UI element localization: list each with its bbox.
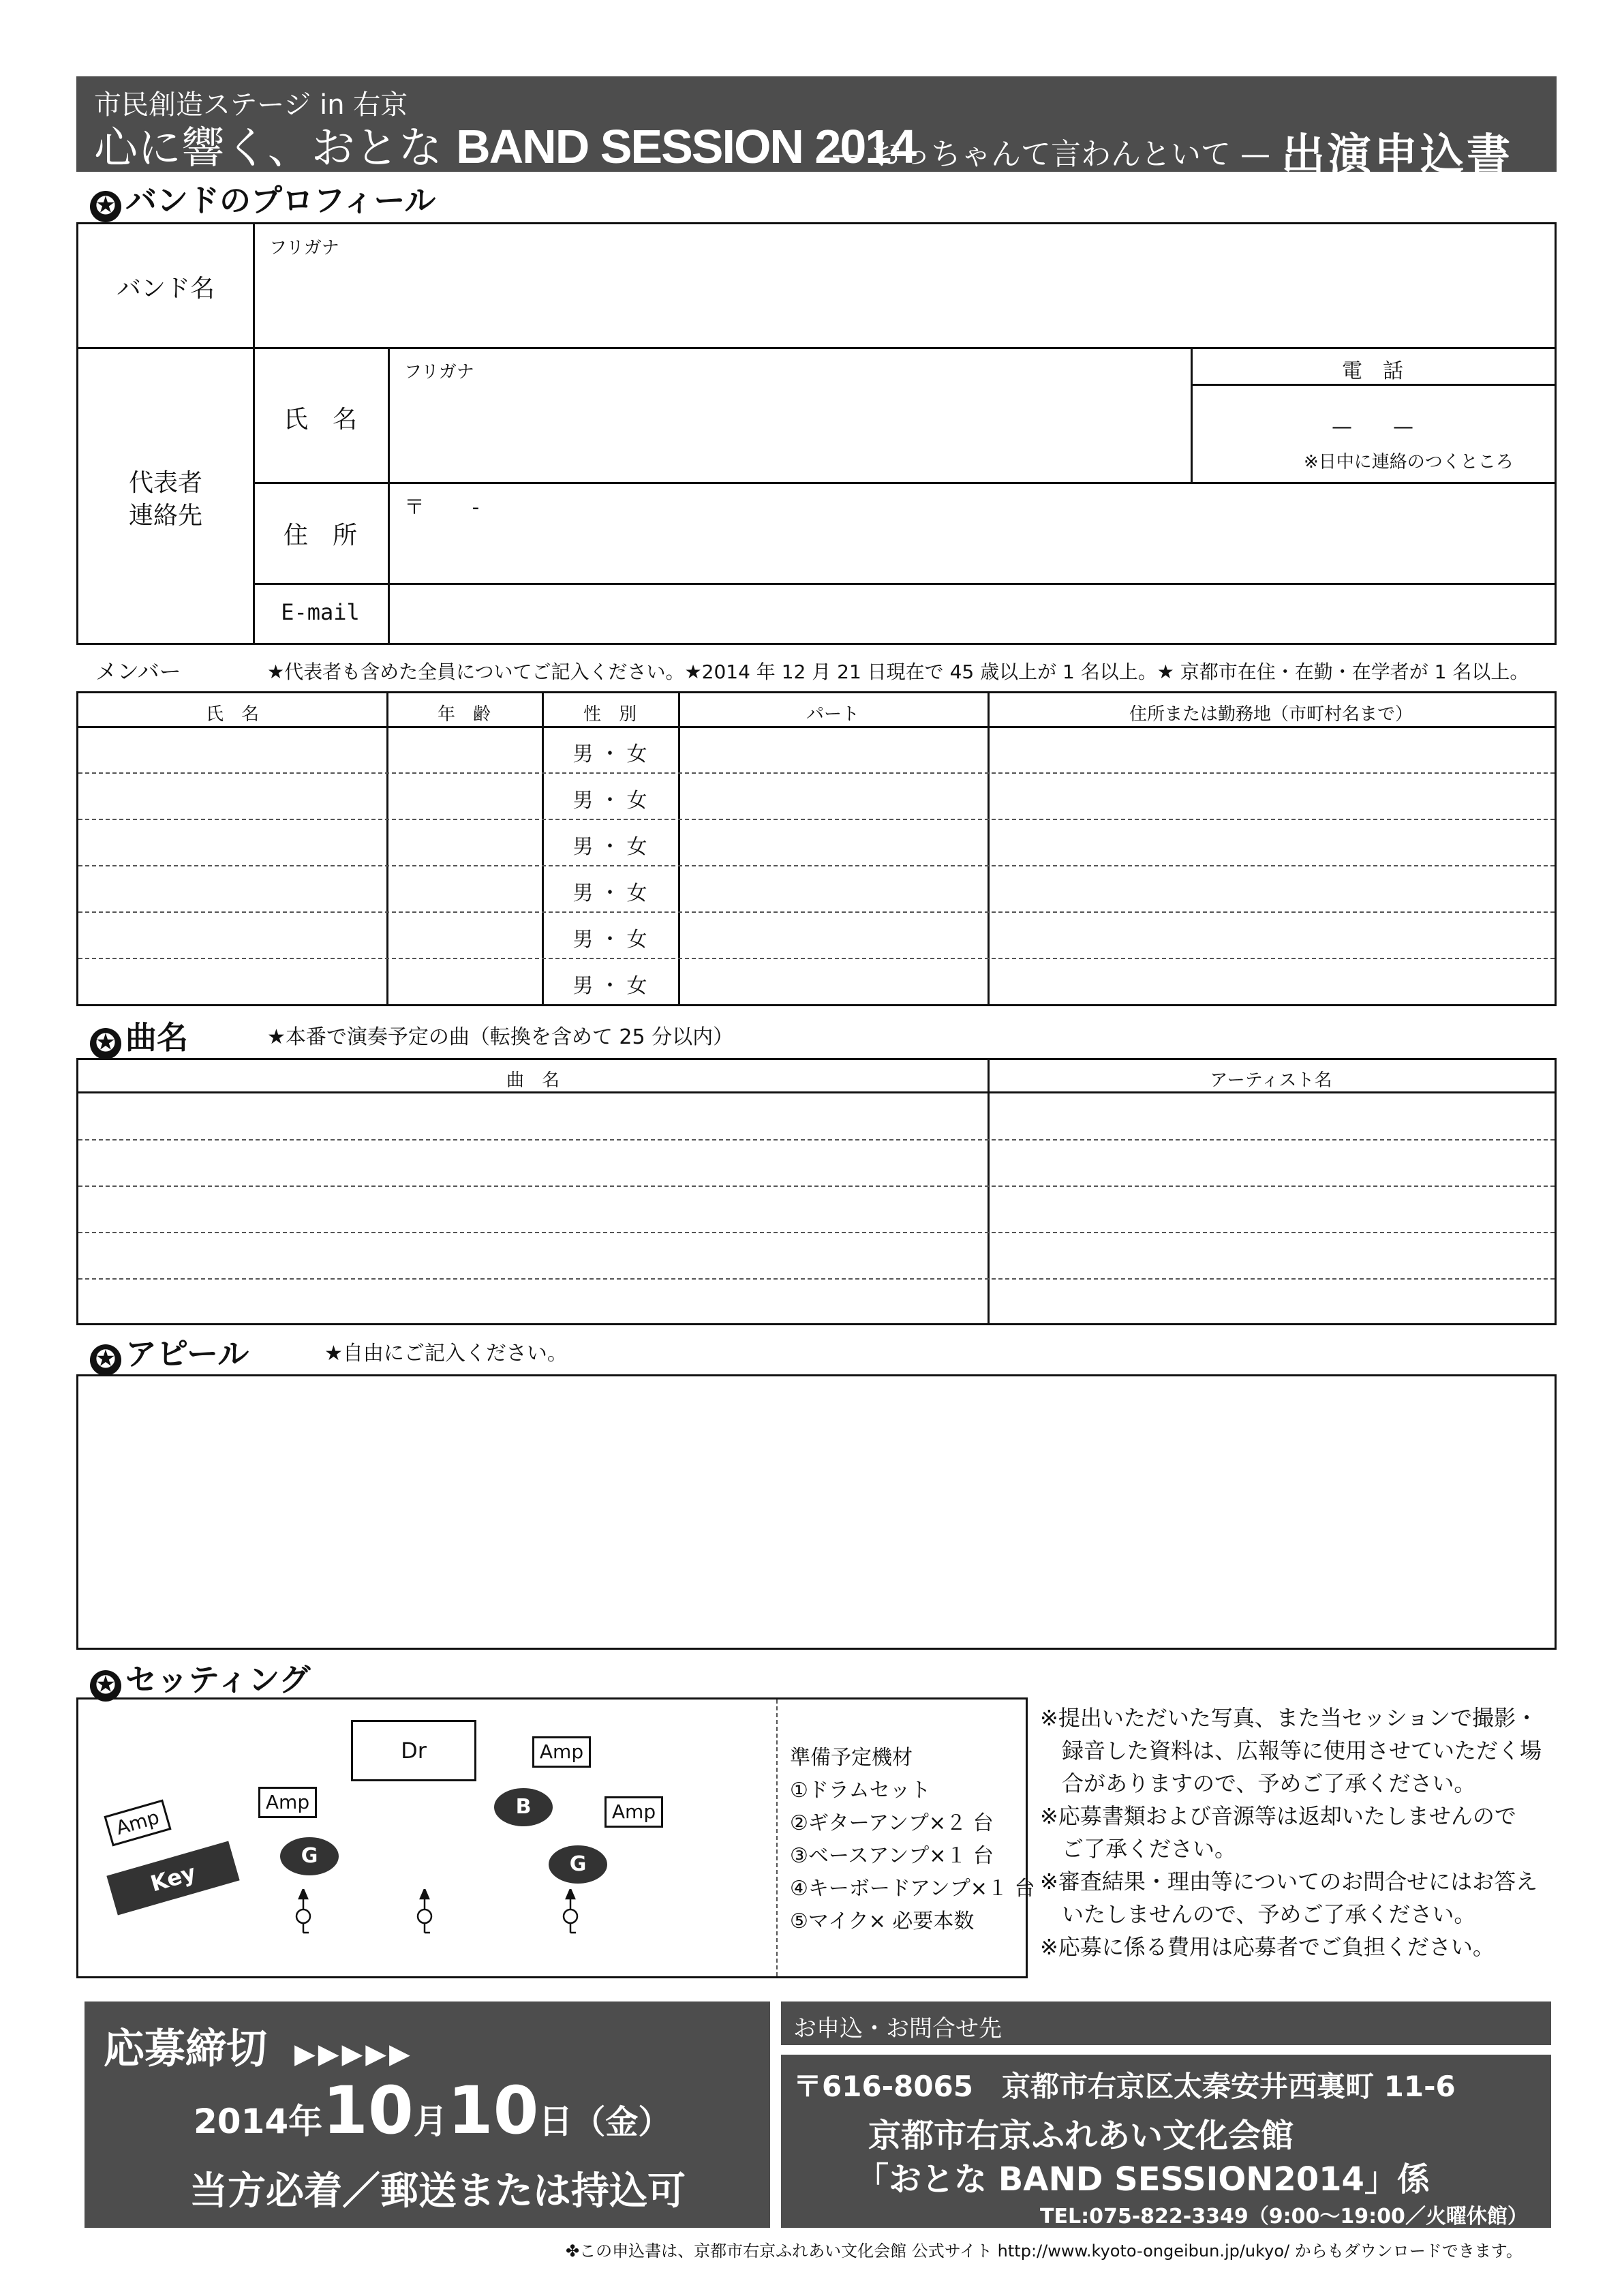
appeal-section-title: ✪ アピール	[90, 1329, 249, 1376]
email-field[interactable]	[392, 587, 1550, 641]
phone-label: 電 話	[1342, 359, 1403, 383]
rep-contact-label: 代表者 連絡先	[128, 469, 202, 530]
col-artist: アーティスト名	[1210, 1070, 1332, 1091]
setting-box	[76, 1697, 1035, 1978]
event-subtitle: 市民創造ステージ in 右京	[94, 89, 408, 121]
name-label: 氏 名	[283, 406, 357, 434]
equipment-list: 準備予定機材 ①ドラムセット ②ギターアンプ×２ 台 ③ベースアンプ×１ 台 ④キーボードアンプ×１ 台 ⑤マイク× 必要本数	[790, 1746, 1035, 1933]
appeal-field[interactable]	[76, 1374, 1557, 1650]
col-address: 住所または勤務地（市町村名まで）	[1129, 704, 1413, 725]
remarks-list: ※提出いただいた写真、また当セッションで撮影・ 録音した資料は、広報等に使用させていただく場 合がありますので、予めご了承ください。 ※応募書類および音源等は返却いたしませんので ご了承ください。 ※審査結果・理由等についてのお問合せにはお答え いたしませんので、予めご了承ください。 ※応募に係る費用は応募者でご負担ください。	[1040, 1705, 1542, 1960]
rep-furigana-label: フリガナ	[404, 362, 474, 382]
gender-option[interactable]: 男 ・ 女	[572, 974, 647, 998]
mic-icons	[283, 1889, 664, 1944]
phone-dashes: — —	[1332, 415, 1413, 439]
star-icon: ✪	[90, 191, 121, 222]
amp-box-key: Amp	[104, 1799, 171, 1846]
setting-section-title: ✪ セッティング	[90, 1655, 310, 1702]
col-name: 氏 名	[205, 704, 259, 725]
guitar-position-right: G	[549, 1845, 607, 1884]
band-furigana-label: フリガナ	[269, 238, 339, 258]
gender-option[interactable]: 男 ・ 女	[572, 835, 647, 859]
title-prefix: 心に響く、おとな	[94, 123, 442, 174]
contact-tel: TEL:075-822-3349（9:00〜19:00／火曜休館）	[1040, 2205, 1528, 2229]
col-gender: 性 別	[583, 704, 637, 725]
members-note: ★代表者も含めた全員についてご記入ください。★2014 年 12 月 21 日現在で 45 歳以上が 1 名以上。★ 京都市在住・在勤・在学者が 1 名以上。	[267, 661, 1529, 683]
amp-box-top: Amp	[532, 1736, 591, 1768]
deadline-condition: 当方必着／郵送または持込可	[189, 2169, 686, 2214]
keyboard-block: Key	[106, 1841, 239, 1916]
header-banner	[76, 76, 1557, 181]
songs-note: ★本番で演奏予定の曲（転換を含めて 25 分以内）	[267, 1025, 734, 1049]
mic-icon	[296, 1889, 310, 1933]
gender-option[interactable]: 男 ・ 女	[572, 928, 647, 952]
col-song: 曲 名	[506, 1070, 560, 1091]
col-age: 年 齢	[437, 704, 491, 725]
deadline-box	[85, 2002, 770, 2228]
band-name-label: バンド名	[116, 275, 215, 303]
footer-note: ✤この申込書は、京都市右京ふれあい文化会館 公式サイト http://www.kyoto-ongeibun.jp/ukyo/ からもダウンロードできます。	[566, 2241, 1522, 2261]
star-icon: ✪	[90, 1670, 121, 1702]
gender-option[interactable]: 男 ・ 女	[572, 742, 647, 766]
address-label: 住 所	[283, 522, 357, 549]
guitar-position-left: G	[280, 1837, 339, 1875]
deadline-title: 応募締切 ▶▶▶▶▶	[104, 2025, 413, 2073]
event-title	[94, 113, 915, 176]
address-field[interactable]	[392, 486, 1550, 579]
event-tagline: — おっちゃんて言わんといて —	[831, 137, 1270, 172]
star-icon: ✪	[90, 1028, 121, 1059]
contact-venue: 京都市右京ふれあい文化会館	[868, 2117, 1294, 2155]
postal-code-mark: 〒 -	[404, 496, 480, 519]
gender-option[interactable]: 男 ・ 女	[572, 789, 647, 813]
songs-section-title: ✪ 曲名	[90, 1013, 188, 1059]
star-icon: ✪	[90, 1344, 121, 1376]
title-band: BAND SESSION 2014	[456, 120, 916, 173]
amp-box-right: Amp	[605, 1796, 663, 1828]
drums-box: Dr	[351, 1720, 476, 1781]
songs-table	[76, 1058, 1557, 1325]
phone-field[interactable]	[1195, 388, 1553, 442]
profile-table	[76, 222, 1557, 645]
mic-icon	[564, 1889, 577, 1933]
email-label: E-mail	[281, 599, 360, 625]
rep-name-field[interactable]	[392, 381, 1187, 478]
gender-option[interactable]: 男 ・ 女	[572, 881, 647, 905]
contact-box	[781, 2055, 1551, 2228]
members-table	[76, 691, 1557, 1006]
arrow-icons: ▶▶▶▶▶	[294, 2038, 413, 2070]
phone-note: ※日中に連絡のつくところ	[1304, 452, 1514, 472]
band-name-field[interactable]	[257, 258, 1549, 343]
contact-head: お申込・お問合せ先	[781, 2002, 1551, 2045]
members-label: メンバー	[95, 659, 181, 684]
bass-position: B	[494, 1788, 553, 1826]
amp-box-left: Amp	[258, 1787, 317, 1818]
appeal-note: ★自由にご記入ください。	[324, 1342, 568, 1365]
col-part: パート	[806, 704, 859, 725]
contact-dept: 「おとな BAND SESSION2014」係	[856, 2160, 1430, 2199]
profile-section-title: ✪ バンドのプロフィール	[90, 176, 435, 222]
deadline-date: 2014年10月10日（金）	[194, 2072, 671, 2149]
form-title: 出演申込書	[1281, 130, 1513, 181]
contact-address: 〒616-8065 京都市右京区太秦安井西裏町 11-6	[793, 2070, 1456, 2103]
mic-icon	[418, 1889, 431, 1933]
